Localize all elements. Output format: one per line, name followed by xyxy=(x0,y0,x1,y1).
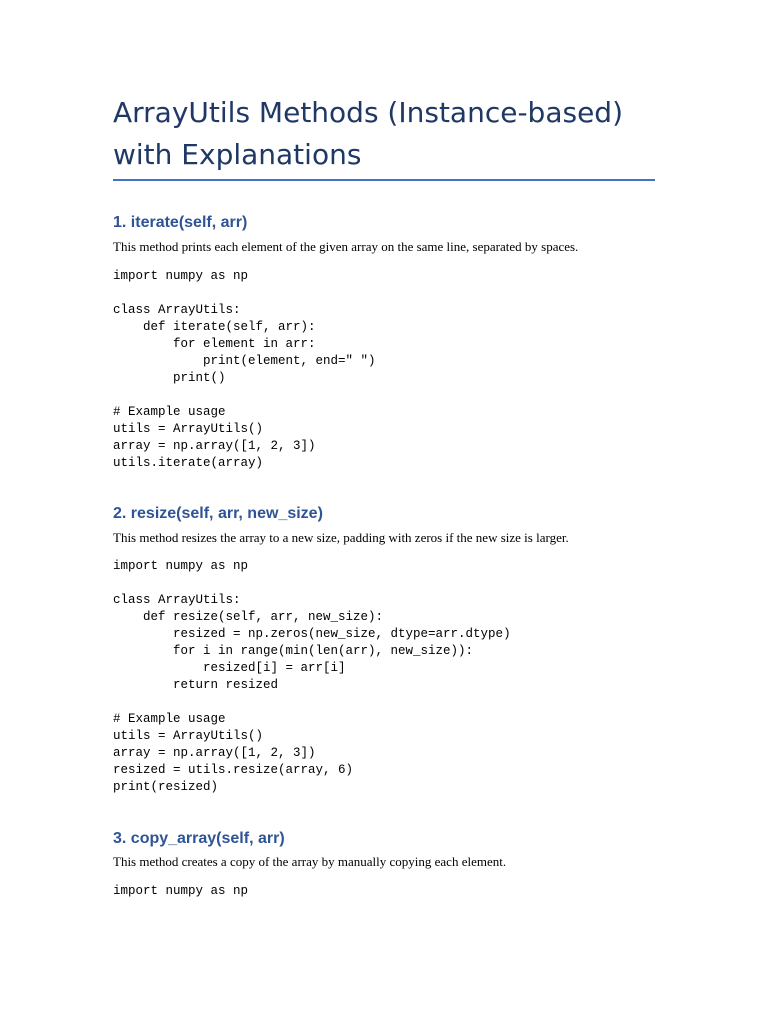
code-line: for element in arr: xyxy=(113,337,316,351)
code-line: for i in range(min(len(arr), new_size)): xyxy=(113,644,474,658)
code-line: def resize(self, arr, new_size): xyxy=(113,610,384,624)
title-underline xyxy=(113,179,655,181)
document-title xyxy=(113,92,655,176)
section-1-heading: 1. iterate(self, arr) xyxy=(113,214,248,231)
code-line: array = np.array([1, 2, 3]) xyxy=(113,746,316,760)
code-line: class ArrayUtils: xyxy=(113,303,241,317)
code-line: utils.iterate(array) xyxy=(113,456,264,470)
section-3-description: This method creates a copy of the array by manually copying each element. xyxy=(113,854,507,869)
code-line: utils = ArrayUtils() xyxy=(113,729,264,743)
title-line-2: with Explanations xyxy=(113,138,362,171)
code-line xyxy=(113,285,376,302)
code-line: # Example usage xyxy=(113,712,226,726)
code-line: print() xyxy=(113,371,226,385)
code-line xyxy=(113,575,511,592)
code-line: print(resized) xyxy=(113,780,219,794)
code-line: def iterate(self, arr): xyxy=(113,320,316,334)
section-3-heading: 3. copy_array(self, arr) xyxy=(113,830,285,847)
code-line: class ArrayUtils: xyxy=(113,593,241,607)
code-line: print(element, end=" ") xyxy=(113,354,376,368)
code-line: array = np.array([1, 2, 3]) xyxy=(113,439,316,453)
code-line: import numpy as np xyxy=(113,269,249,283)
code-line: resized = np.zeros(new_size, dtype=arr.dtype) xyxy=(113,627,511,641)
section-2-description: This method resizes the array to a new size, padding with zeros if the new size is larger. xyxy=(113,530,569,545)
section-1-code-block xyxy=(113,268,376,472)
code-line xyxy=(113,387,376,404)
section-2-heading: 2. resize(self, arr, new_size) xyxy=(113,505,323,522)
code-line: import numpy as np xyxy=(113,884,249,898)
section-2-code-block xyxy=(113,558,511,796)
code-line: import numpy as np xyxy=(113,559,249,573)
code-line: return resized xyxy=(113,678,279,692)
title-line-1: ArrayUtils Methods (Instance-based) xyxy=(113,96,624,129)
code-line: # Example usage xyxy=(113,405,226,419)
code-line: utils = ArrayUtils() xyxy=(113,422,264,436)
code-line: resized = utils.resize(array, 6) xyxy=(113,763,354,777)
section-1-description: This method prints each element of the given array on the same line, separated by spaces. xyxy=(113,239,579,254)
code-line: resized[i] = arr[i] xyxy=(113,661,346,675)
section-3-code-block xyxy=(113,883,248,900)
code-line xyxy=(113,694,511,711)
